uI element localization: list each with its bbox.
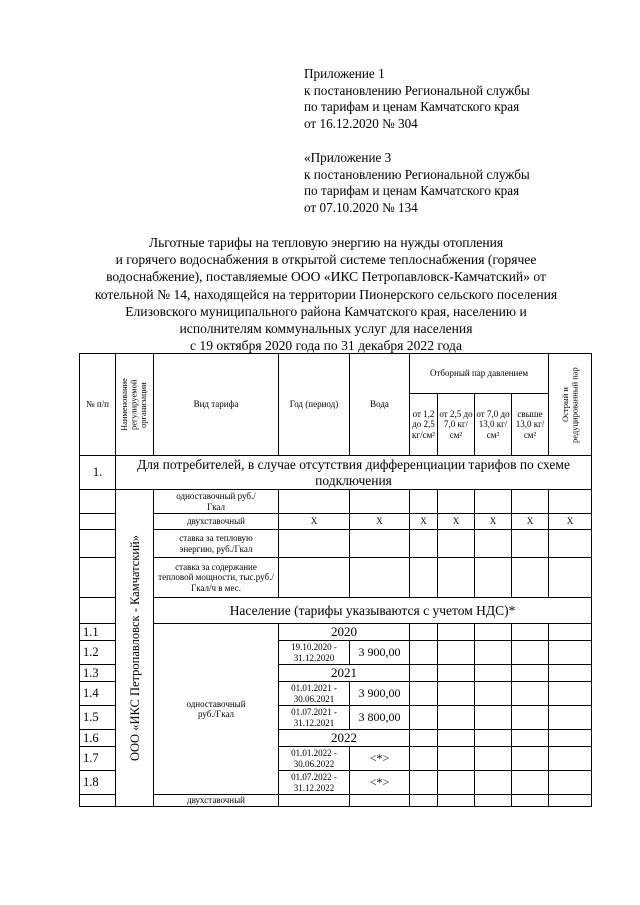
title-line: водоснабжение), поставляемые ООО «ИКС Петропавловск-Камчатский» от [106,269,546,285]
x-mark: X [475,514,512,530]
water-value: 3 900,00 [350,641,410,665]
title-line: Елизовского муниципального района Камчатского края, населению и [125,303,527,319]
period-cell: 01.07.2022 - 31.12.2022 [279,771,350,795]
row-num: 1.8 [80,771,116,795]
x-mark: X [350,514,410,530]
section-1-title: Для потребителей, в случае отсутствия дифференциации тарифов по схеме подключения [116,456,592,490]
title-line: исполнителям коммунальных услуг для населения [179,321,473,337]
header-period: Год (период) [279,354,350,456]
appendix-1-line: Приложение 1 [304,66,385,81]
row-num: 1.5 [80,706,116,730]
s1-capacity-rate-label: ставка за содержание тепловой мощности, тыс.руб./Гкал/ч в мес. [154,558,279,598]
section-1-num: 1. [80,456,116,490]
x-mark: X [549,514,592,530]
row-num: 1.7 [80,747,116,771]
header-sharp-steam-label: Острый и редуцированный пар [559,366,580,443]
header-pressure-4: свыше 13,0 кг/см² [512,394,549,456]
row-num: 1.4 [80,682,116,706]
water-value: <*> [350,771,410,795]
s1-single-label: одноставочный руб./Гкал [154,490,279,514]
appendix-3-line: от 07.10.2020 № 134 [304,199,418,215]
header-pressure-3: от 7,0 до 13,0 кг/см² [475,394,512,456]
appendix-1-line: по тарифам и ценам Камчатского края [304,99,520,114]
title-line: с 19 октября 2020 года по 31 декабря 2022 года [190,338,462,354]
appendix-3-line: по тарифам и ценам Камчатского края [304,183,520,198]
header-pressure-2: от 2,5 до 7,0 кг/см² [438,394,475,456]
s1-double-label: двухставочный [154,514,279,530]
period-cell: 19.10.2020 - 31.12.2020 [279,641,350,665]
row-num: 1.3 [80,665,116,682]
header-num: № п/п [80,354,116,456]
year-label: 2022 [279,730,410,747]
x-mark: X [438,514,475,530]
year-label: 2021 [279,665,410,682]
title-line: Льготные тарифы на тепловую энергию на нужды отопления [148,235,504,250]
population-header: Население (тарифы указываются с учетом НДС)* [154,598,592,624]
row-num: 1.6 [80,730,116,747]
appendix-1-block [304,66,530,132]
header-pressure-1: от 1,2 до 2,5 кг/см² [410,394,438,456]
water-value: 3 800,00 [350,706,410,730]
tariff-table [79,353,592,807]
water-value: <*> [350,747,410,771]
document-title [62,234,590,354]
period-cell: 01.07.2021 - 31.12.2021 [279,706,350,730]
period-cell: 01.01.2021 - 30.06.2021 [279,682,350,706]
population-double-label: двухставочный [154,795,279,807]
header-steam: Отборный пар давлением [410,354,549,394]
header-water: Вода [350,354,410,456]
org-name-cell [116,490,154,807]
title-line: и горячего водоснабжения в открытой системе теплоснабжения (горячее [115,252,537,268]
appendix-3-block [304,150,530,216]
appendix-1-line: к постановлению Региональной службы [304,82,530,98]
title-line: котельной № 14, находящейся на территории Пионерского сельского поселения [94,286,558,302]
appendix-3-line: «Приложение 3 [304,150,392,165]
header-sharp-steam [549,354,592,456]
header-org-label: Наименование регулируемой организации [119,378,149,431]
header-tariff-type: Вид тарифа [154,354,279,456]
x-mark: X [279,514,350,530]
x-mark: X [512,514,549,530]
water-value: 3 900,00 [350,682,410,706]
org-name: ООО «ИКС Петропавловск - Камчатский» [127,535,142,761]
appendix-3-line: к постановлению Региональной службы [304,166,530,182]
period-cell: 01.01.2022 - 30.06.2022 [279,747,350,771]
appendix-1-line: от 16.12.2020 № 304 [304,115,418,131]
s1-energy-rate-label: ставка за тепловую энергию, руб./Гкал [154,530,279,558]
x-mark: X [410,514,438,530]
row-num: 1.1 [80,624,116,641]
population-single-label: одноставочный руб./Гкал [154,624,279,795]
row-num: 1.2 [80,641,116,665]
header-org [116,354,154,456]
year-label: 2020 [279,624,410,641]
